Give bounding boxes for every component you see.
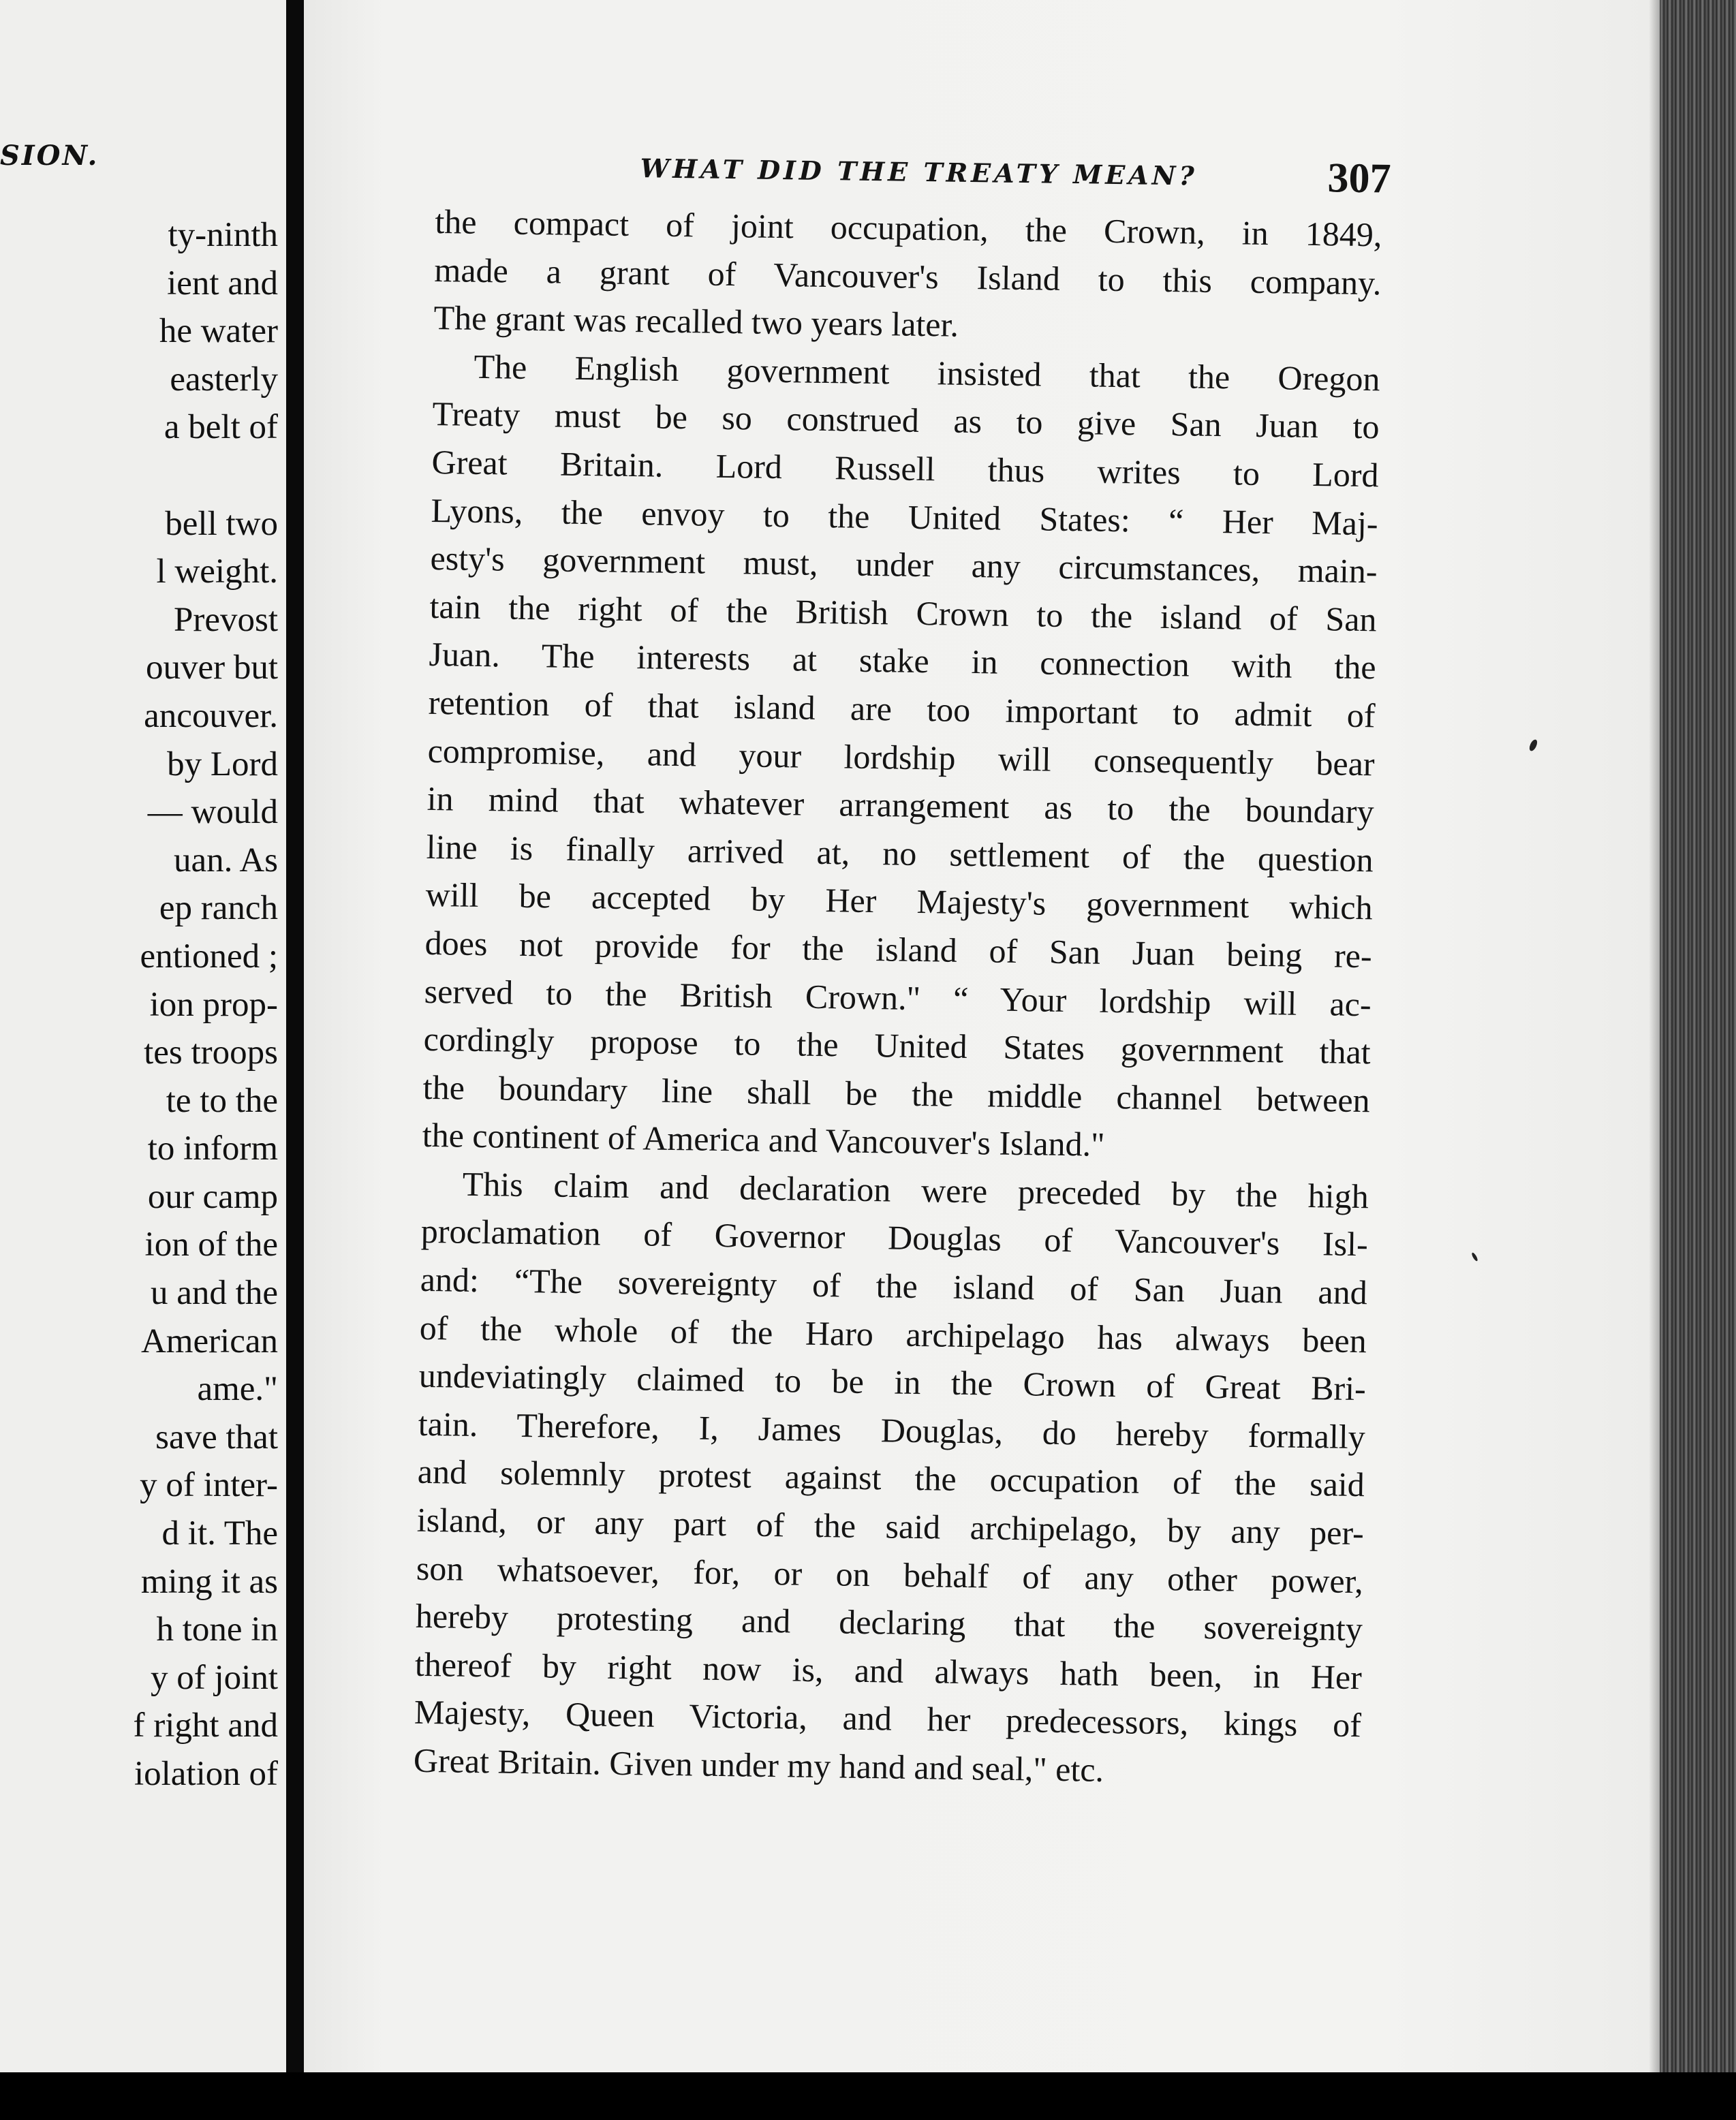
- left-line: h tone in: [156, 1610, 278, 1649]
- body-text: [413, 198, 1382, 1798]
- left-line: y of joint: [151, 1658, 278, 1697]
- left-line: by Lord: [167, 745, 278, 783]
- text-line: Lyons, the envoy to the United States: “ Her Maj-: [431, 490, 1378, 542]
- left-line: he water: [159, 312, 278, 351]
- text-line: tain. Therefore, I, James Douglas, do hereby formally: [418, 1404, 1366, 1456]
- text-line: compromise, and your lordship will consequently bear: [427, 731, 1375, 783]
- text-line: served to the British Crown." “ Your lordship will ac-: [424, 971, 1372, 1023]
- running-head-title: WHAT DID THE TREATY MEAN?: [640, 153, 1198, 191]
- page-edges: [1660, 0, 1736, 2120]
- left-line: ancouver.: [144, 696, 278, 735]
- text-line: in mind that whatever arrangement as to the boundary: [427, 779, 1374, 831]
- left-line: our camp: [147, 1177, 278, 1216]
- text-line: island, or any part of the said archipelago, by any per-: [416, 1500, 1365, 1553]
- left-line: d it. The: [161, 1514, 278, 1553]
- text-line: does not provide for the island of San Juan being re-: [424, 923, 1373, 976]
- text-line: esty's government must, under any circumstances, main-: [430, 539, 1378, 591]
- left-line: ient and: [167, 264, 278, 302]
- text-line: the compact of joint occupation, the Crown, in 1849,: [435, 202, 1382, 254]
- text-line: retention of that island are too important to admit of: [428, 683, 1376, 735]
- left-line: ep ranch: [159, 889, 278, 928]
- left-line: uan. As: [174, 841, 278, 879]
- left-line: American: [140, 1322, 278, 1360]
- text-line: The grant was recalled two years later.: [433, 298, 959, 344]
- text-line: This claim and declaration were preceded by the high: [462, 1164, 1369, 1216]
- text-line: Treaty must be so construed as to give San Juan to: [432, 394, 1380, 446]
- left-line: entioned ;: [140, 937, 278, 976]
- left-line: a belt of: [164, 408, 278, 447]
- text-line: Majesty, Queen Victoria, and her predecessors, kings of: [414, 1693, 1362, 1745]
- left-line: te to the: [166, 1081, 278, 1120]
- text-line: line is finally arrived at, no settlement of the question: [426, 827, 1374, 879]
- book-gutter: [286, 0, 304, 2072]
- left-line: easterly: [170, 360, 278, 399]
- left-line: ion prop-: [149, 985, 278, 1024]
- text-line: undeviatingly claimed to be in the Crown of Great Bri-: [418, 1356, 1367, 1408]
- left-line: l weight.: [156, 552, 278, 591]
- text-line: hereby protesting and declaring that the sovereignty: [415, 1597, 1363, 1649]
- left-line: Prevost: [174, 600, 278, 639]
- left-facing-page: [0, 0, 286, 2072]
- text-line: cordingly propose to the United States government that: [423, 1019, 1371, 1072]
- page-number: 307: [1327, 155, 1392, 202]
- text-line: Great Britain. Given under my hand and seal," etc.: [413, 1741, 1104, 1789]
- text-line: The English government insisted that the Oregon: [474, 347, 1380, 399]
- text-line: the boundary line shall be the middle channel between: [422, 1067, 1371, 1119]
- text-line: Juan. The interests at stake in connection with the: [429, 635, 1376, 687]
- text-line: son whatsoever, for, or on behalf of any other power,: [416, 1548, 1364, 1600]
- text-line: and solemnly protest against the occupation of the said: [417, 1452, 1365, 1504]
- left-line: f right and: [133, 1706, 278, 1745]
- left-line: save that: [155, 1418, 278, 1456]
- text-line: the continent of America and Vancouver's Island.": [422, 1116, 1105, 1164]
- text-line: and: “The sovereignty of the island of San Juan and: [420, 1260, 1368, 1312]
- left-page-text: [134, 211, 278, 1798]
- text-line: Great Britain. Lord Russell thus writes to Lord: [431, 442, 1379, 495]
- left-line: ty-ninth: [168, 216, 278, 254]
- left-line: to inform: [147, 1129, 278, 1168]
- left-line: — would: [147, 793, 278, 832]
- left-line: [134, 452, 278, 500]
- text-line: thereof by right now is, and always hath been, in Her: [414, 1644, 1363, 1697]
- text-line: made a grant of Vancouver's Island to this company.: [434, 250, 1382, 302]
- ink-speck: [1528, 738, 1539, 752]
- left-line: tes troops: [144, 1033, 278, 1072]
- text-line: proclamation of Governor Douglas of Vancouver's Isl-: [420, 1212, 1369, 1264]
- text-line: tain the right of the British Crown to the island of San: [429, 587, 1377, 639]
- left-line: iolation of: [134, 1755, 278, 1793]
- left-line: bell two: [165, 504, 278, 543]
- text-line: will be accepted by Her Majesty's government which: [425, 875, 1373, 927]
- left-line: ming it as: [140, 1562, 278, 1601]
- page-text-block: [413, 150, 1392, 1798]
- left-line: ame.": [197, 1370, 278, 1409]
- text-line: of the whole of the Haro archipelago has always been: [419, 1308, 1367, 1360]
- ink-speck: [1471, 1252, 1478, 1262]
- left-line: y of inter-: [140, 1466, 278, 1505]
- left-line: ion of the: [144, 1226, 278, 1264]
- left-line: ouver but: [145, 649, 278, 687]
- scan-border: [0, 2072, 1736, 2120]
- left-line: u and the: [151, 1274, 278, 1313]
- left-running-head: SION.: [0, 140, 99, 172]
